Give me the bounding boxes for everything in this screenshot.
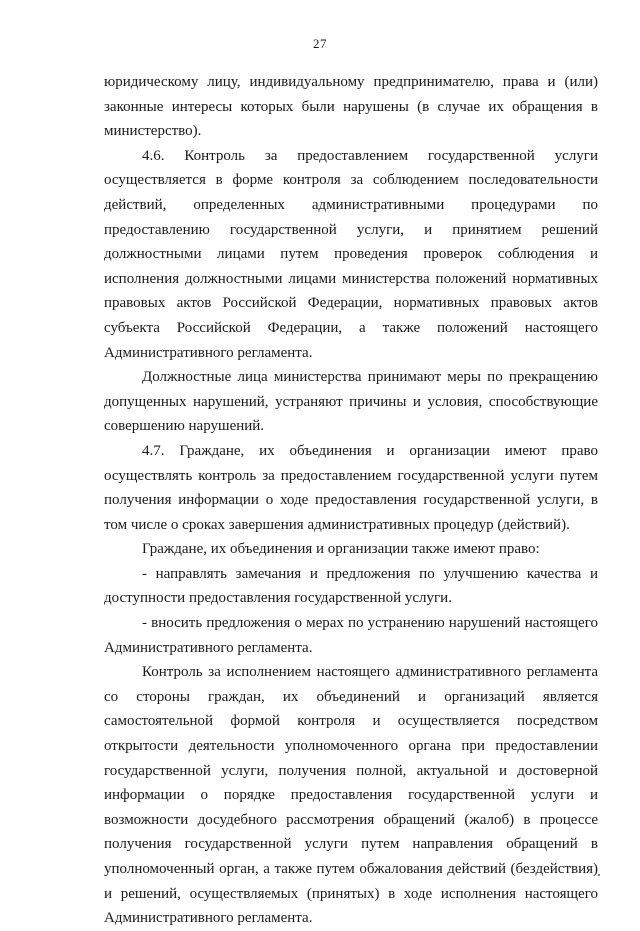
page-number: 27 xyxy=(313,36,327,51)
list-item-remarks: - направлять замечания и предложения по улучшению качества и доступности предоставления государственной услуги. xyxy=(104,565,598,607)
paragraph-continuation: юридическому лицу, индивидуальному предпринимателю, права и (или) законные интересы которых были нарушены (в случае их обращения в министерство). xyxy=(104,74,598,140)
paragraph-4-7: 4.7. Граждане, их объединения и организации имеют право осуществлять контроль за предоставлением государственной услуги путем получения информации о ходе предоставления государственной услуги, в том числе о сроках завершения административных процедур (действий). xyxy=(104,442,598,533)
paragraph-citizens-rights: Граждане, их объединения и организации также имеют право: xyxy=(142,541,540,558)
list-item-proposals: - вносить предложения о мерах по устранению нарушений настоящего Административного регламента. xyxy=(104,615,598,656)
paragraph-4-6: 4.6. Контроль за предоставлением государственной услуги осуществляется в форме контроля за соблюдением последовательности действий, определенных административными процедурами по предоставлению государственной услуги, и принятием решений должностными лицами путем проведения проверок соблюдения и исполнения должностными лицами министерства положений нормативных правовых актов Российской Федерации, нормативных правовых актов субъекта Российской Федерации, а также положений настоящего Административного регламента. xyxy=(104,147,598,361)
scan-artifact-dot xyxy=(598,874,600,876)
paragraph-officials-measures: Должностные лица министерства принимают меры по прекращению допущенных нарушений, устраняют причины и условия, способствующие совершению нарушений. xyxy=(104,369,598,435)
document-body xyxy=(104,70,598,931)
paragraph-public-control: Контроль за исполнением настоящего административного регламента со стороны граждан, их объединений и организаций является самостоятельной формой контроля и осуществляется посредством открытости деятельности уполномоченного органа при предоставлении государственной услуги, получения полной, актуальной и достоверной информации о порядке предоставления государственной услуги и возможности досудебного рассмотрения обращений (жалоб) в процессе получения государственной услуги путем направления обращений в уполномоченный орган, а также путем обжалования действий (бездействия) и решений, осуществляемых (принятых) в ходе исполнения настоящего Административного регламента. xyxy=(104,664,598,927)
